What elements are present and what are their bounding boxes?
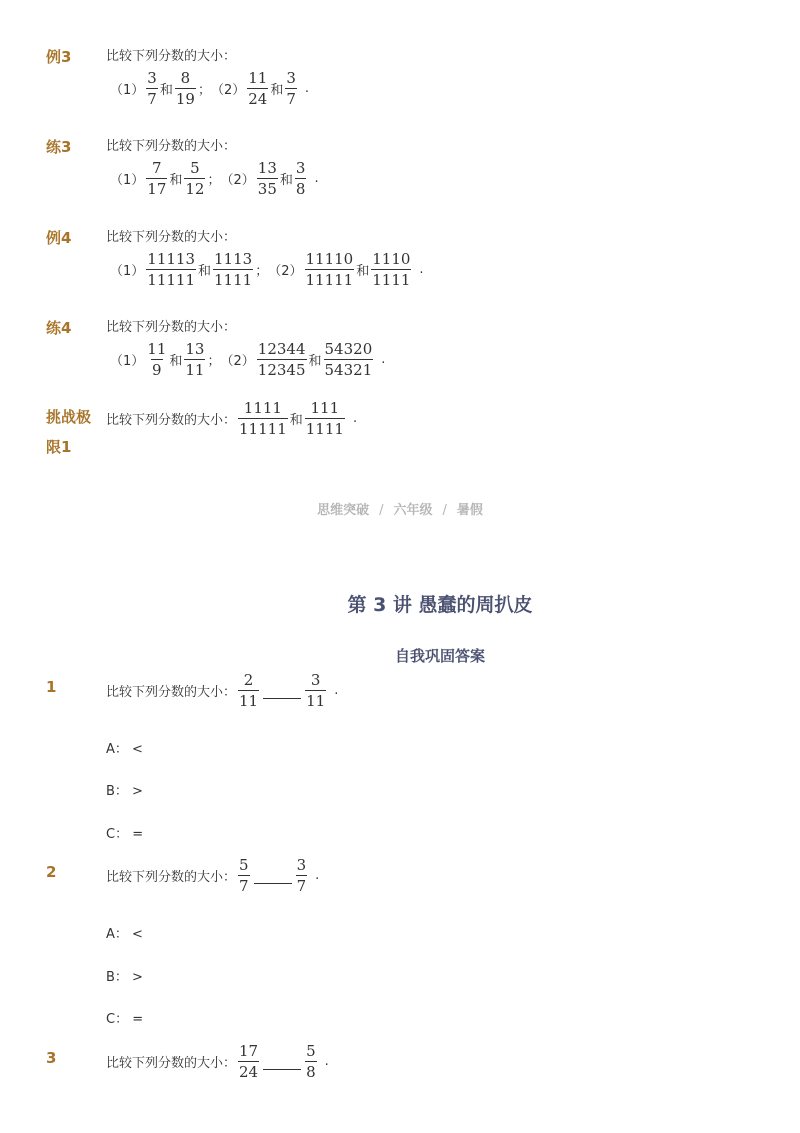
and-word: 和 [308,354,322,369]
part-1-label: （1） [110,173,145,188]
and-word: 和 [169,354,183,369]
problem-stem: 比较下列分数的大小： [106,413,237,428]
period: . [314,171,319,186]
label-line-1: 挑战极 [46,408,92,426]
fraction: $\frac{3}{8}$ [295,159,306,198]
footer-separator: / [442,503,447,518]
fraction: $\frac{11}{9}$ [147,340,167,379]
and-word: 和 [198,264,212,279]
problem-parts [106,251,760,288]
answer-content [106,857,760,894]
option-c[interactable]: C： = [106,1012,144,1027]
part-1-label: （1） [110,83,145,98]
question-stem: 比较下列分数的大小： [106,685,237,700]
fraction: $\frac{12344}{12345}$ [257,340,306,379]
part-2-label: （2） [210,83,246,98]
separator: ； [207,354,221,369]
problem-parts [106,160,760,197]
fraction: $\frac{11113}{11111}$ [147,250,195,289]
fraction: $\frac{3}{7}$ [296,856,307,895]
answer-content [106,672,760,709]
problem-label [46,402,102,462]
problem-label: 练3 [46,138,72,156]
fraction: $\frac{11}{24}$ [248,69,268,108]
question-stem: 比较下列分数的大小： [106,1056,237,1071]
fraction: $\frac{1110}{1111}$ [372,250,411,289]
footer-term: 暑假 [456,503,483,518]
option-a[interactable]: A： < [106,742,143,757]
problem-content [106,313,760,378]
fraction: $\frac{3}{7}$ [147,69,157,108]
period: . [304,81,310,96]
and-word: 和 [356,264,370,279]
answer-number: 2 [46,863,57,881]
part-2-label: （2） [268,264,303,279]
period: . [334,683,339,698]
page-footer [0,499,800,518]
problem-content [106,42,760,107]
part-2-label: （2） [220,173,255,188]
lecture-title: 第 3 讲 愚蠢的周扒皮 [347,594,533,616]
fraction: $\frac{1113}{1111}$ [214,250,253,289]
and-word: 和 [169,173,183,188]
problem-stem: 比较下列分数的大小： [106,49,237,64]
answer-number: 3 [46,1049,57,1067]
answer-number: 1 [46,678,57,696]
problem-stem: 比较下列分数的大小： [106,139,237,154]
problem-content [106,399,760,438]
fraction: $\frac{3}{7}$ [286,69,296,108]
question-stem: 比较下列分数的大小： [106,870,237,885]
part-1-label: （1） [110,354,145,369]
footer-grade: 六年级 [393,503,433,518]
fraction: $\frac{2}{11}$ [239,671,259,710]
fraction: $\frac{17}{24}$ [239,1042,259,1081]
problem-label: 例3 [46,48,72,66]
period: . [352,411,358,426]
fraction: $\frac{11110}{11111}$ [305,250,354,289]
option-b[interactable]: B： > [106,784,143,799]
footer-separator: / [379,503,384,518]
fraction: $\frac{54320}{54321}$ [324,340,373,379]
period: . [419,262,424,277]
fraction: $\frac{7}{17}$ [147,159,167,198]
part-2-label: （2） [220,354,255,369]
fraction: $\frac{5}{12}$ [185,159,205,198]
period: . [381,352,386,367]
fraction: $\frac{111}{1111}$ [305,399,344,438]
and-word: 和 [159,83,173,98]
part-1-label: （1） [110,264,145,279]
answer-blank [263,698,301,699]
and-word: 和 [270,83,284,98]
fraction: $\frac{8}{19}$ [175,69,195,108]
period: . [324,1054,329,1069]
problem-stem: 比较下列分数的大小： [106,320,237,335]
label-line-2: 限1 [46,438,72,456]
fraction: $\frac{1111}{11111}$ [239,399,287,438]
problem-stem: 比较下列分数的大小： [106,230,237,245]
footer-series: 思维突破 [317,503,370,518]
problem-content [106,223,760,288]
fraction: $\frac{3}{11}$ [306,671,326,710]
answer-content [106,1043,760,1080]
section-title: 自我巩固答案 [394,647,485,665]
option-a[interactable]: A： < [106,927,143,942]
answer-blank [263,1069,301,1070]
fraction: $\frac{5}{8}$ [306,1042,316,1081]
option-c[interactable]: C： = [106,827,144,842]
problem-label: 练4 [46,319,72,337]
and-word: 和 [289,413,303,428]
problem-parts [106,341,760,378]
separator: ； [255,264,269,279]
problem-label: 例4 [46,229,72,247]
fraction: $\frac{13}{11}$ [185,340,205,379]
problem-content [106,132,760,197]
and-word: 和 [279,173,293,188]
fraction: $\frac{5}{7}$ [239,856,249,895]
option-b[interactable]: B： > [106,970,143,985]
separator: ； [197,83,211,98]
period: . [315,868,320,883]
separator: ； [207,173,221,188]
fraction: $\frac{13}{35}$ [257,159,277,198]
problem-parts [106,70,760,107]
answer-blank [254,883,292,884]
